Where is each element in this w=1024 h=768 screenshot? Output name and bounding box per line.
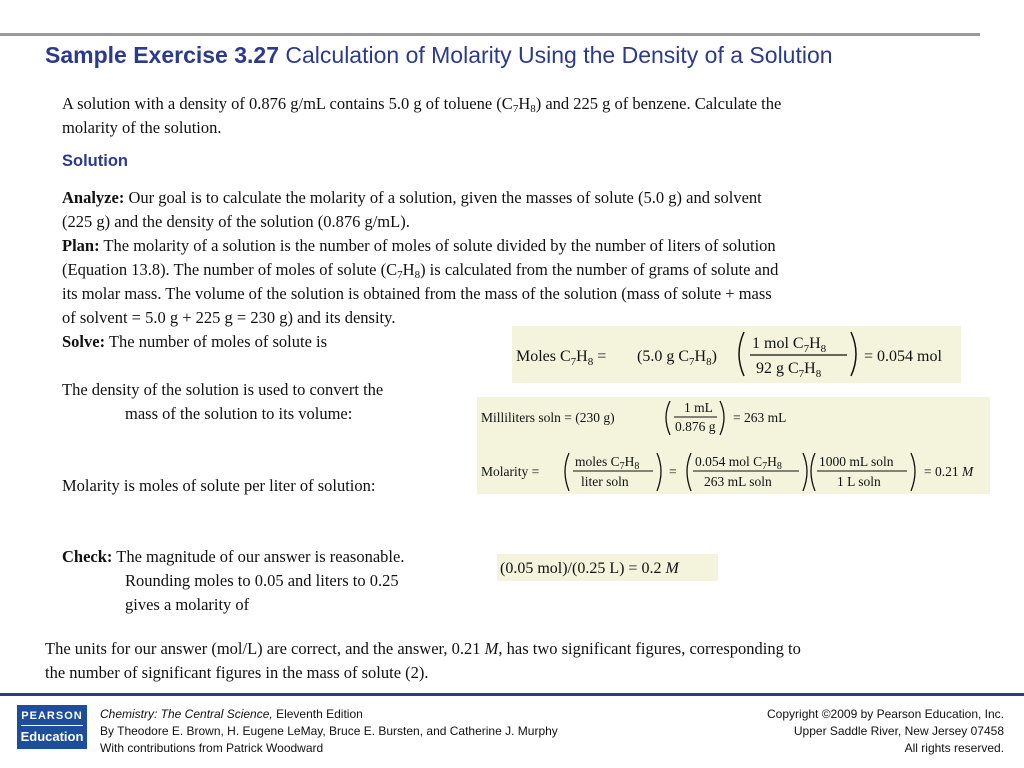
molarity-f2-den: 263 mL soln [704,474,772,489]
moles-factor: (5.0 g $C_7H_8$) [637,348,717,368]
analyze-line-1: Analyze: Our goal is to calculate the molarity of a solution, given the masses of solute (5.0 g) and solvent [62,188,762,207]
molarity-f1-den: liter soln [581,474,629,489]
solve-label: Solve: [62,332,106,351]
moles-numerator: 1 mol $C_7H_8$ [752,335,827,355]
equation-moles [512,326,961,383]
check-block [62,545,492,617]
moles-result: = 0.054 mol [864,348,942,365]
equation-check [497,554,718,581]
molarity-eq: = [669,464,677,479]
plan-line-2: (Equation 13.8). The number of moles of solute $(C_7H_8)$ is calculated from the number of grams of solute and [62,260,779,281]
volume-result: = 263 mL [733,410,787,425]
title-exercise-number: Sample Exercise 3.27 [45,42,279,68]
slide-title [45,42,1005,69]
molarity-f3-den: 1 L soln [837,474,881,489]
check-expression: (0.05 mol)/(0.25 L) = 0.2 M [500,560,679,577]
pearson-logo: PEARSON Education [17,705,87,749]
check-line-2: Rounding moles to 0.05 and liters to 0.25 [125,571,399,590]
conclusion [45,637,985,685]
analyze-label: Analyze: [62,188,125,207]
molarity-f3-num: 1000 mL soln [819,454,894,469]
volume-lhs: Milliliters soln = (230 g) [481,410,615,425]
problem-statement [62,92,962,140]
molarity-f1-num: moles $C_7H_8$ [575,454,640,472]
solve-line: Solve: The number of moles of solute is [62,332,328,351]
footer-book-info [100,706,558,757]
footer-rule [0,693,1024,696]
molarity-text: Molarity is moles of solute per liter of solution: [62,476,376,495]
equation-volume-molarity [477,397,990,494]
molarity-f2-num: 0.054 mol $C_7H_8$ [695,454,782,472]
footer-authors: By Theodore E. Brown, H. Eugene LeMay, Bruce E. Bursten, and Catherine J. Murphy [100,724,558,738]
analyze-line-2: (225 g) and the density of the solution (0.876 g/mL). [62,212,410,231]
plan-line-4: of solvent = 5.0 g + 225 g = 230 g) and its density. [62,308,396,327]
density-text: The density of the solution is used to convert the mass of the solution to its volume: [62,380,384,423]
footer-rights: All rights reserved. [904,741,1004,755]
analyze-plan-block [62,186,962,330]
footer-copyright-line: Copyright ©2009 by Pearson Education, Inc. [767,707,1004,721]
footer-address: Upper Saddle River, New Jersey 07458 [793,724,1004,738]
solution-heading: Solution [62,152,128,170]
volume-numerator: 1 mL [684,400,713,415]
problem-line-1: A solution with a density of 0.876 g/mL contains 5.0 g of toluene $(C_7H_8)$ and 225 g of benzene. Calculate the [62,94,782,115]
plan-line-3: its molar mass. The volume of the solution is obtained from the mass of the solution (mass of solute + mass [62,284,772,303]
volume-denominator: 0.876 g [675,419,716,434]
conclusion-line-1: The units for our answer (mol/L) are correct, and the answer, 0.21 M, has two significant figures, corresponding to [45,639,801,658]
plan-line-1: Plan: The molarity of a solution is the number of moles of solute divided by the number of liters of solution [62,236,776,255]
footer-copyright [684,706,1004,757]
moles-denominator: 92 g $C_7H_8$ [756,360,822,380]
top-rule [0,33,980,36]
check-label: Check: [62,547,113,566]
molarity-lhs: Molarity = [481,464,540,479]
molarity-result: = 0.21 M [924,464,974,479]
plan-label: Plan: [62,236,100,255]
check-line-3: gives a molarity of [125,595,250,614]
conclusion-line-2: the number of significant figures in the mass of solute (2). [45,663,429,682]
footer-contrib: With contributions from Patrick Woodward [100,741,324,755]
footer-book-title-line: Chemistry: The Central Science, Eleventh Edition [100,707,363,721]
check-line-1: Check: The magnitude of our answer is reasonable. [62,547,405,566]
moles-lhs: Moles $C_7H_8$ = [516,348,607,368]
title-text: Calculation of Molarity Using the Density of a Solution [285,42,833,68]
problem-line-2: molarity of the solution. [62,118,222,137]
